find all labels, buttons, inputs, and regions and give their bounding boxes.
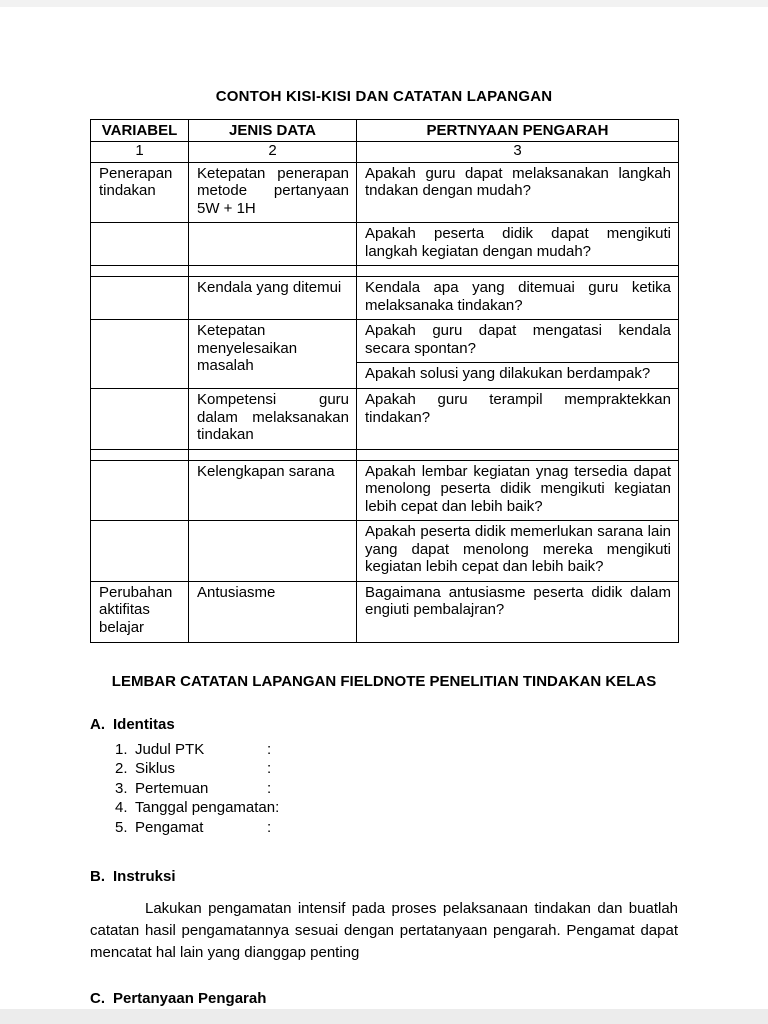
table-cell (189, 521, 357, 582)
list-item-label: Siklus (135, 760, 176, 778)
list-item-number: 1. (115, 740, 128, 758)
list-item-colon: : (267, 818, 272, 836)
identitas-heading-number: A. (90, 715, 105, 733)
list-item-number: 5. (115, 818, 128, 836)
document-title: CONTOH KISI-KISI DAN CATATAN LAPANGAN (215, 88, 553, 105)
table-row (91, 460, 679, 521)
table-row (91, 320, 679, 363)
instruksi-heading (90, 868, 678, 885)
pertanyaan-heading-number: C. (90, 990, 105, 1008)
table-cell: 3 (357, 142, 679, 163)
table-cell: Kendala yang ditemui (189, 277, 357, 320)
table-cell (91, 449, 189, 460)
document-content (0, 88, 768, 1007)
table-cell (91, 320, 189, 389)
kisi-kisi-table (90, 119, 679, 643)
table-header-cell: JENIS DATA (189, 120, 357, 142)
table-cell: Perubahan aktifitas belajar (91, 581, 189, 642)
list-item-colon: : (275, 799, 280, 817)
table-cell: Penerapan tindakan (91, 162, 189, 223)
instruksi-heading-label: Instruksi (113, 868, 176, 886)
table-header-cell: VARIABEL (91, 120, 189, 142)
table-cell: Apakah guru terampil mempraktekkan tindakan? (357, 389, 679, 450)
list-item-colon: : (267, 779, 272, 797)
table-row (91, 223, 679, 266)
table-cell: Apakah guru dapat melaksanakan langkah tndakan dengan mudah? (357, 162, 679, 223)
list-item (115, 798, 678, 818)
identitas-heading (90, 716, 678, 733)
table-cell (91, 277, 189, 320)
table-row (91, 521, 679, 582)
table-spacer-row (91, 266, 679, 277)
instruksi-paragraph: Lakukan pengamatan intensif pada proses pelaksanaan tindakan dan buatlah catatan hasil pengamatannya sesuai dengan pertatanyaan pengarah. Pengamat dapat mencatat hal lain yang dianggap penting (90, 900, 678, 962)
table-cell (357, 266, 679, 277)
table-header-row (91, 120, 679, 142)
table-row (91, 389, 679, 450)
list-item-label: Judul PTK (135, 740, 205, 758)
table-cell (357, 449, 679, 460)
list-item-number: 4. (115, 799, 128, 817)
table-cell: Apakah peserta didik memerlukan sarana lain yang dapat menolong mereka mengikuti kegiatan lebih cepat dan lebih baik? (357, 521, 679, 582)
list-item-label: Pengamat (135, 818, 204, 836)
table-cell (91, 521, 189, 582)
table-cell: Ketepatan penerapan metode pertanyaan 5W + 1H (189, 162, 357, 223)
table-row (91, 162, 679, 223)
table-cell (189, 266, 357, 277)
table-cell (189, 223, 357, 266)
table-cell (91, 389, 189, 450)
pertanyaan-heading (90, 990, 678, 1007)
table-spacer-row (91, 449, 679, 460)
table-cell: Ketepatan menyelesaikan masalah (189, 320, 357, 389)
list-item (115, 779, 678, 799)
table-cell: Bagaimana antusiasme peserta didik dalam engiuti pembalajran? (357, 581, 679, 642)
list-item-number: 3. (115, 779, 128, 797)
table-cell: Apakah peserta didik dapat mengikuti langkah kegiatan dengan mudah? (357, 223, 679, 266)
table-cell: Kelengkapan sarana (189, 460, 357, 521)
list-item-colon: : (267, 740, 272, 758)
instruksi-heading-number: B. (90, 868, 105, 886)
table-header-cell: PERTNYAAN PENGARAH (357, 120, 679, 142)
identitas-list (115, 740, 678, 838)
identitas-heading-label: Identitas (113, 715, 175, 733)
section-heading: LEMBAR CATATAN LAPANGAN FIELDNOTE PENELITIAN TINDAKAN KELAS (111, 672, 657, 690)
table-cell: Kompetensi guru dalam melaksanakan tindakan (189, 389, 357, 450)
table-cell: Apakah solusi yang dilakukan berdampak? (357, 363, 679, 389)
table-row (91, 277, 679, 320)
page-bottom-gap (0, 1009, 768, 1024)
list-item-label: Tanggal pengamatan (135, 799, 276, 817)
table-cell: Antusiasme (189, 581, 357, 642)
list-item-number: 2. (115, 760, 128, 778)
table-cell: 2 (189, 142, 357, 163)
table-column-number-row (91, 142, 679, 163)
page-top-gap (0, 0, 768, 7)
pertanyaan-heading-label: Pertanyaan Pengarah (113, 990, 267, 1008)
list-item (115, 759, 678, 779)
list-item-colon: : (267, 760, 272, 778)
table-cell (91, 223, 189, 266)
table-row (91, 581, 679, 642)
table-cell (91, 460, 189, 521)
table-cell: Apakah lembar kegiatan ynag tersedia dapat menolong peserta didik mengikuti kegiatan lebih cepat dan lebih baik? (357, 460, 679, 521)
table-cell: 1 (91, 142, 189, 163)
table-cell: Apakah guru dapat mengatasi kendala secara spontan? (357, 320, 679, 363)
list-item-label: Pertemuan (135, 779, 209, 797)
table-cell (189, 449, 357, 460)
table-cell: Kendala apa yang ditemuai guru ketika melaksanaka tindakan? (357, 277, 679, 320)
list-item (115, 818, 678, 838)
list-item (115, 740, 678, 760)
table-cell (91, 266, 189, 277)
